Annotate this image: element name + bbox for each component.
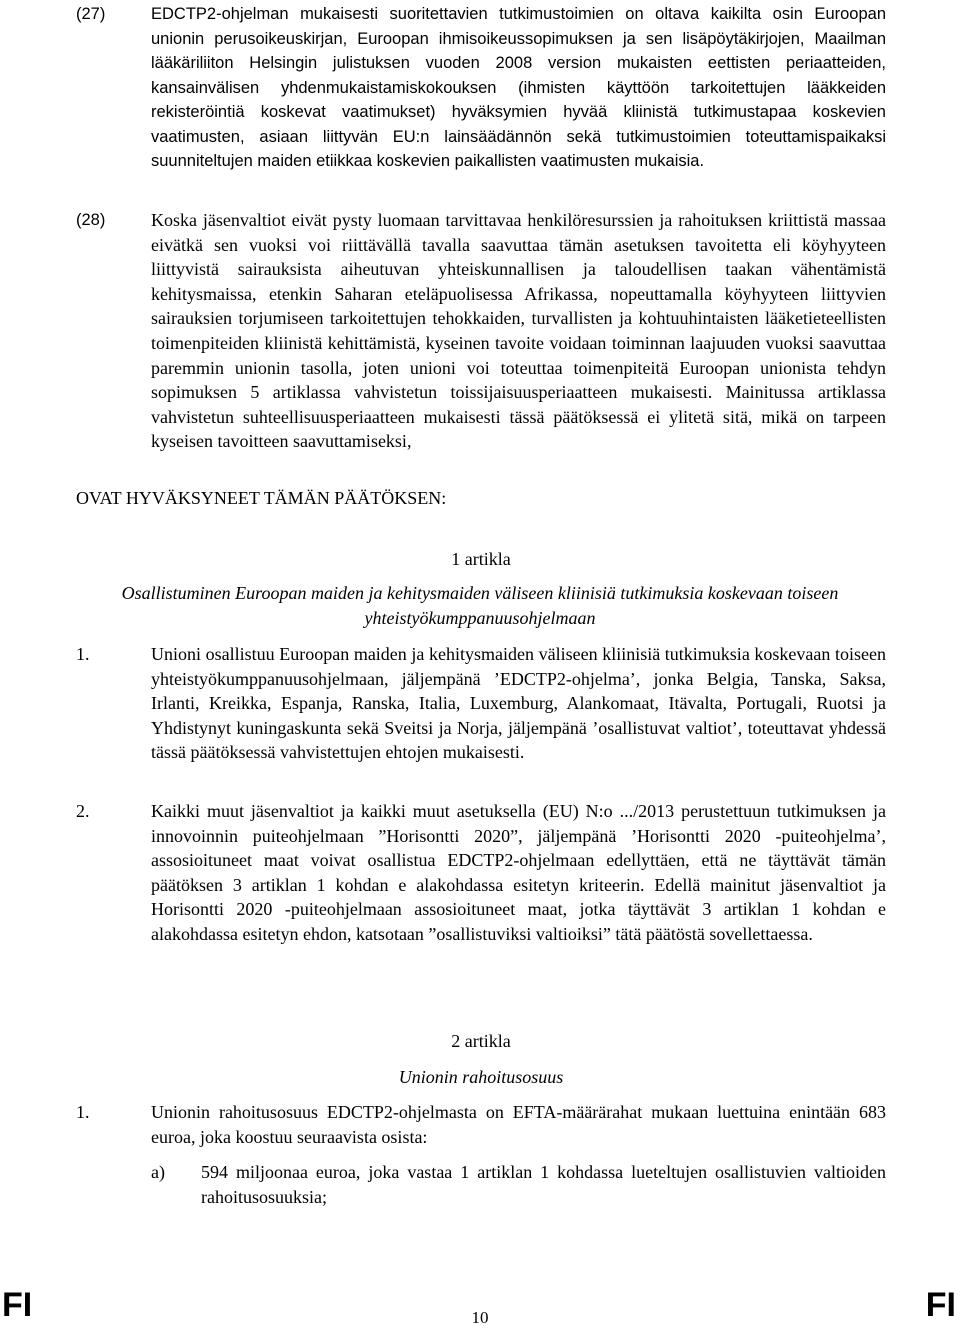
- article-1-heading: 1 artikla: [451, 549, 511, 569]
- recital-28: [76, 208, 886, 454]
- paragraph-number: 2.: [76, 801, 90, 821]
- recital-27: [76, 2, 886, 174]
- paragraph-text: Unionin rahoitusosuus EDCTP2-ohjelmasta on EFTA-määrärahat mukaan luettuina enintään 683 euroa, joka koostuu seuraavista osista:: [151, 1102, 886, 1147]
- recital-number: (27): [76, 5, 106, 23]
- article-2-paragraph-1: [76, 1100, 886, 1149]
- article-2-heading: 2 artikla: [451, 1031, 511, 1051]
- paragraph-text: Kaikki muut jäsenvaltiot ja kaikki muut asetuksella (EU) N:o .../2013 perustettuun tutkimuksen ja innovoinnin puiteohjelmaan ”Horisontti 2020”, jäljempänä ’Horisontti 2020 -puiteohjelma’, assosioituneet maat voivat osallistua EDCTP2-ohjelmaan edellyttäen, että ne täyttävät tämän päätöksen 3 artiklan 1 kohdan e alakohdassa esitetyn kriteerin. Edellä mainitut jäsenvaltiot ja Horisontti 2020 -puiteohjelmaan assosioituneet maat, jotka täyttävät 3 artiklan 1 kohdan e alakohdassa esitetyn ehdon, katsotaan ”osallistuviksi valtioiksi” tätä päätöstä sovellettaessa.: [151, 801, 886, 944]
- article-1-title: Osallistuminen Euroopan maiden ja kehitysmaiden väliseen kliinisiä tutkimuksia koskevaan toiseen yhteistyökumppanuusohjelmaan: [121, 583, 839, 628]
- recital-text: Koska jäsenvaltiot eivät pysty luomaan tarvittavaa henkilöresurssien ja rahoituksen kriittistä massaa eivätkä sen vuoksi voi riittävällä tavalla saavuttaa tämän asetuksen tavoitetta eli köyhyyteen liittyvistä sairauksista aiheutuvan yhteiskunnallisen ja taloudellisen taakan vähentämistä kehitysmaissa, etenkin Saharan eteläpuolisessa Afrikassa, nopeuttamalla köyhyyteen liittyvien sairauksien torjumiseen tarkoitettujen tehokkaiden, turvallisten ja kohtuuhintaisten lääketieteellisten toimenpiteiden kliinistä kehittämistä, kyseinen tavoite voidaan toiminnan laajuuden vuoksi saavuttaa paremmin unionin tasolla, joten unioni voi toteuttaa toimenpiteitä Euroopan unionista tehdyn sopimuksen 5 artiklassa vahvistetun toissijaisuusperiaatteen mukaisesti. Mainitussa artiklassa vahvistetun suhteellisuusperiaatteen mukaisesti tässä päätöksessä ei ylitetä sitä, mikä on tarpeen kyseisen tavoitteen saavuttamiseksi,: [151, 210, 886, 452]
- point-letter: a): [151, 1162, 165, 1182]
- paragraph-text: Unioni osallistuu Euroopan maiden ja kehitysmaiden väliseen kliinisiä tutkimuksia koskevaan toiseen yhteistyökumppanuusohjelmaan, jäljempänä ’EDCTP2-ohjelma’, jonka Belgia, Tanska, Saksa, Irlanti, Kreikka, Espanja, Ranska, Italia, Luxemburg, Alankomaat, Itävalta, Portugali, Ruotsi ja Yhdistynyt kuningaskunta sekä Sveitsi ja Norja, jäljempänä ’osallistuvat valtiot’, toteuttavat yhdessä tässä päätöksessä vahvistettujen ehtojen mukaisesti.: [151, 644, 886, 763]
- article-2-point-a: [151, 1160, 886, 1209]
- article-1-paragraph-2: [76, 799, 886, 947]
- recital-number: (28): [76, 211, 106, 229]
- point-text: 594 miljoonaa euroa, joka vastaa 1 artiklan 1 kohdassa lueteltujen osallistuvien valtioiden rahoitusosuuksia;: [201, 1162, 886, 1207]
- recital-text: EDCTP2-ohjelman mukaisesti suoritettavien tutkimustoimien on oltava kaikilta osin Euroopan unionin perusoikeuskirjan, Euroopan ihmisoikeussopimuksen ja sen lisäpöytäkirjojen, Maailman lääkäriliiton Helsingin julistuksen vuoden 2008 version mukaisten eettisten periaatteiden, kansainvälisen yhdenmukaistamiskokouksen (ihmisten käyttöön tarkoitettujen lääkkeiden rekisteröintiä koskevat vaatimukset) hyväksymien hyvää kliinistä tutkimustapaa koskevien vaatimusten, asiaan liittyvän EU:n lainsäädännön sekä tutkimustoimien toteuttamispaikaksi suunniteltujen maiden etiikkaa koskevien paikallisten vaatimusten mukaisia.: [151, 5, 886, 170]
- paragraph-number: 1.: [76, 644, 90, 664]
- article-2-title: Unionin rahoitusosuus: [398, 1067, 564, 1087]
- article-1-paragraph-1: [76, 642, 886, 765]
- footer-page-number: 10: [471, 1308, 489, 1327]
- decision-statement: OVAT HYVÄKSYNEET TÄMÄN PÄÄTÖKSEN:: [76, 488, 447, 508]
- footer-language-left: FI: [2, 1286, 33, 1324]
- footer-language-right: FI: [925, 1286, 956, 1324]
- paragraph-number: 1.: [76, 1102, 90, 1122]
